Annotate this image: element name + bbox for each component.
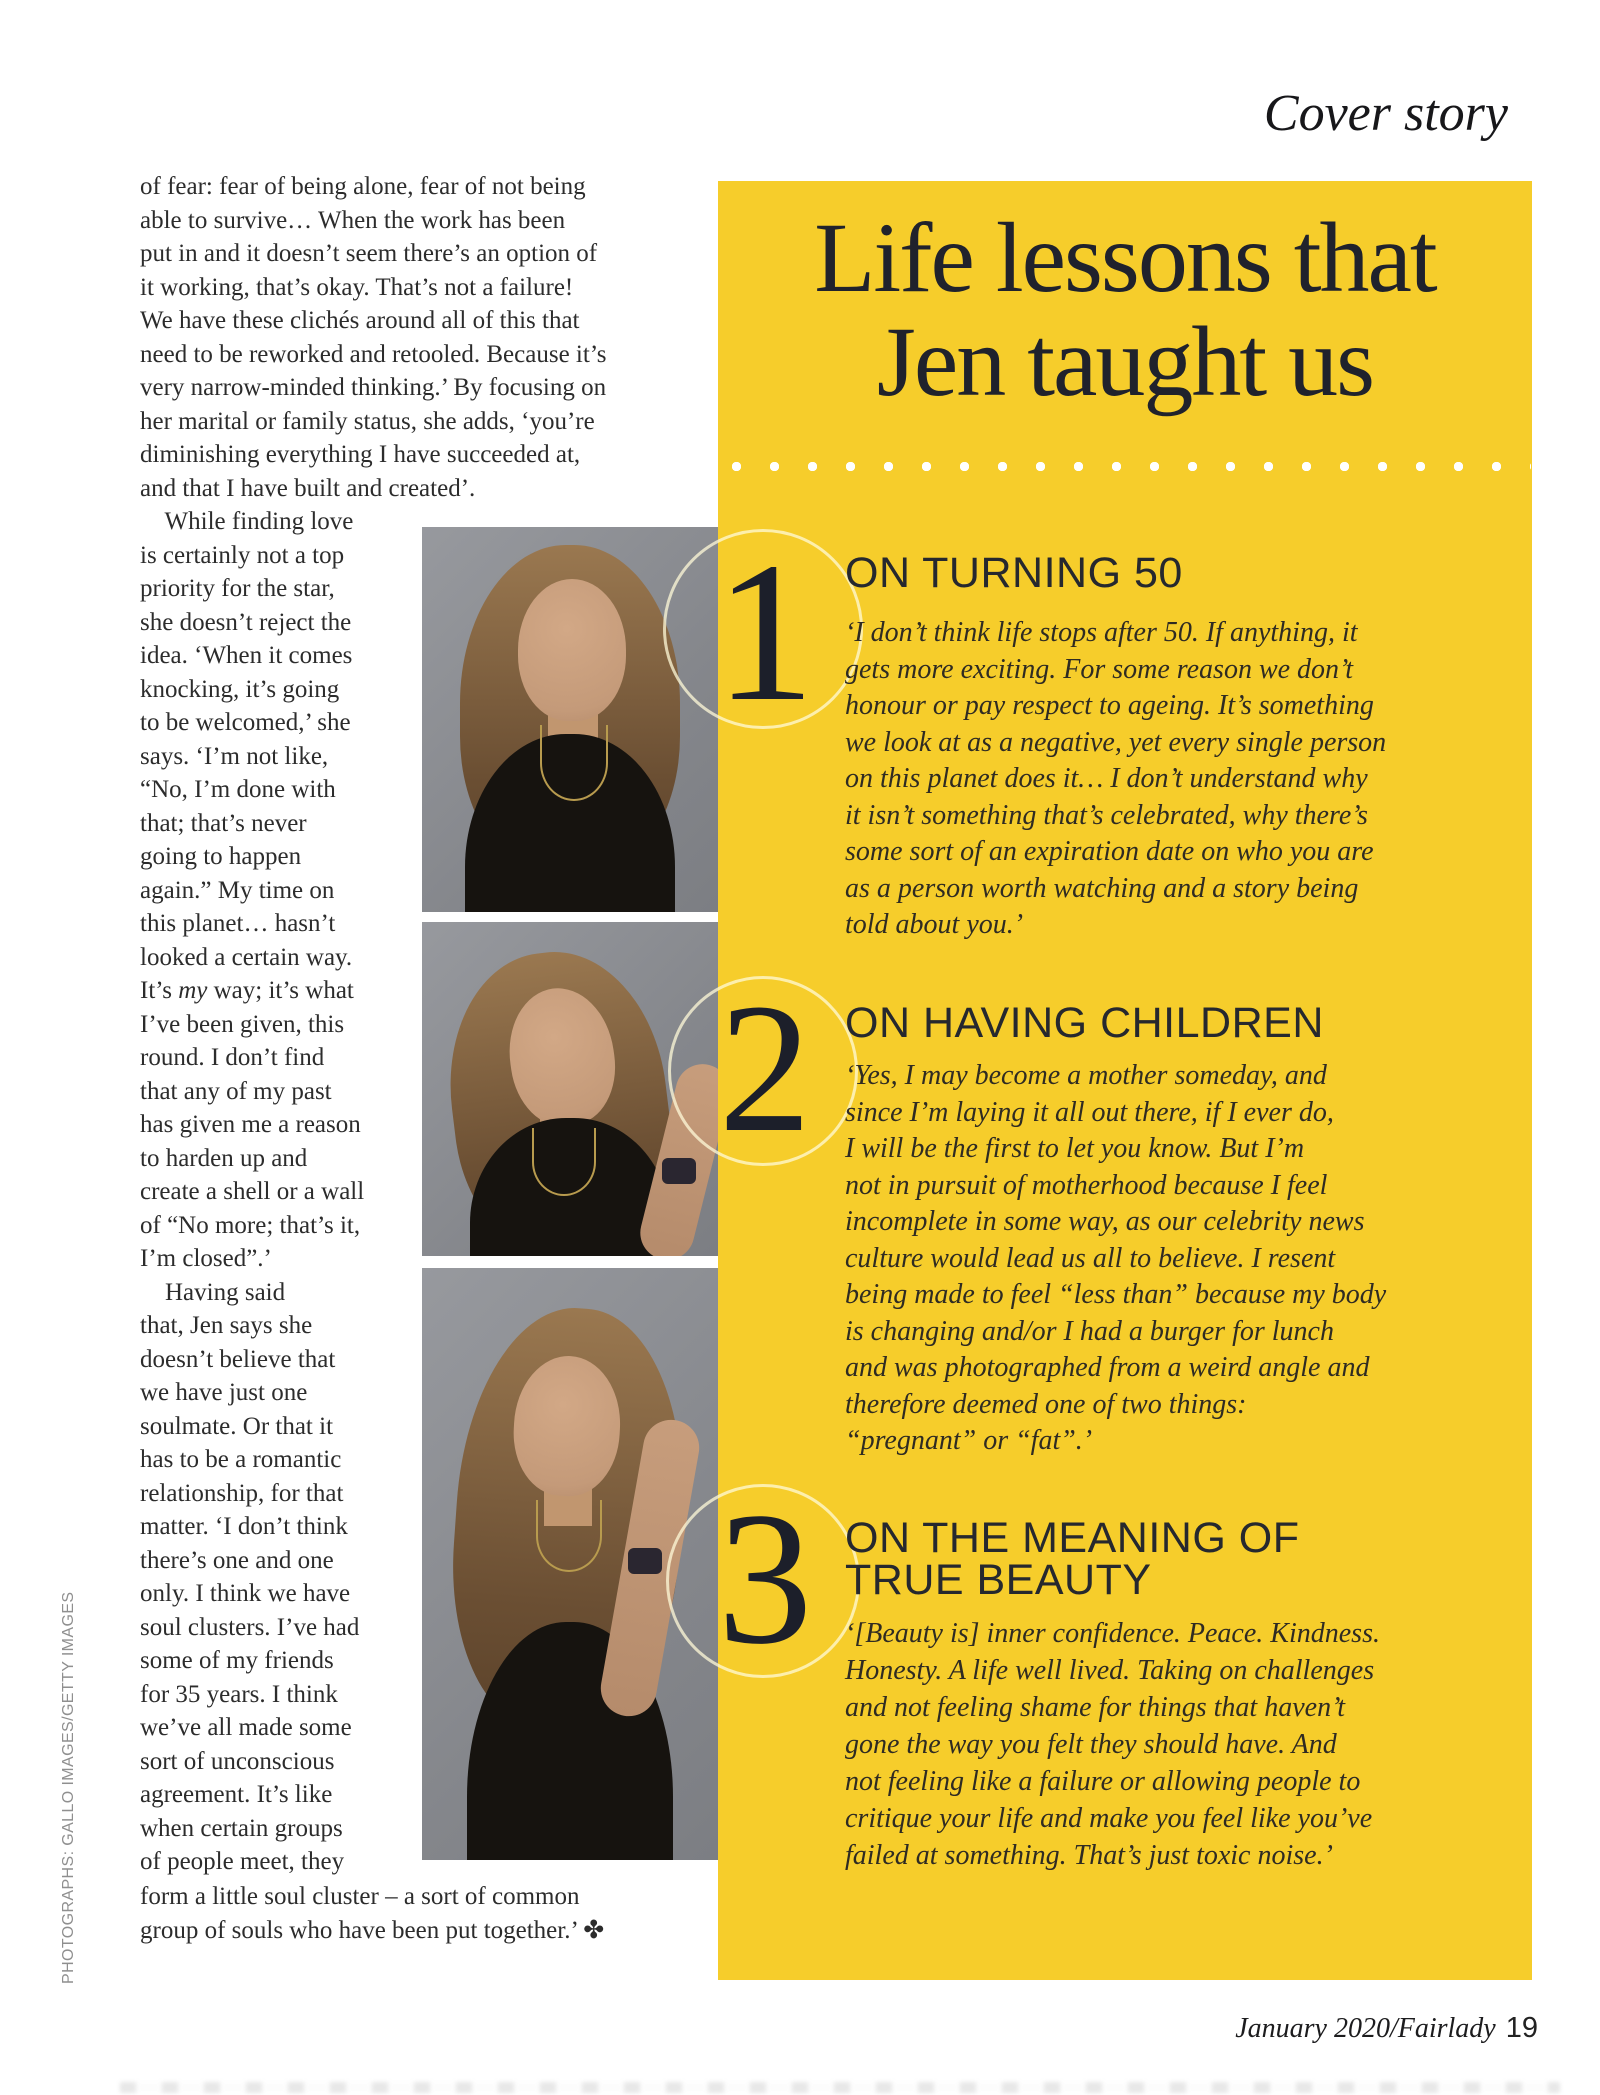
text-line: since I’m laying it all out there, if I ever do, (845, 1096, 1334, 1128)
text-line: Honesty. A life well lived. Taking on challenges (845, 1655, 1375, 1686)
text-line: able to survive… When the work has been (140, 206, 566, 234)
page-footer (1235, 2012, 1538, 2045)
text-line: form a little soul cluster – a sort of common (140, 1883, 580, 1910)
text-line: that, Jen says she (140, 1312, 313, 1339)
intro-paragraph (140, 170, 607, 505)
text-line: of people meet, they (140, 1848, 345, 1875)
text-line: therefore deemed one of two things: (845, 1388, 1247, 1420)
text-line: it working, that’s okay. That’s not a failure! (140, 273, 574, 301)
section-quote-3 (845, 1615, 1505, 1874)
text-line: not in pursuit of motherhood because I feel (845, 1169, 1328, 1201)
text-line: ‘I don’t think life stops after 50. If anything, it (845, 617, 1358, 648)
panel-title-line1: Life lessons that (814, 202, 1436, 313)
text-line: that; that’s never (140, 809, 307, 837)
text-line: we’ve all made some (140, 1714, 352, 1741)
text-line: going to happen (140, 843, 302, 870)
left-column-text (140, 505, 364, 1879)
text-line: we look at as a negative, yet every single person (845, 726, 1387, 758)
text-line: some of my friends (140, 1647, 334, 1674)
text-line: is certainly not a top (140, 541, 345, 569)
text-line: It’s my way; it’s what (140, 977, 354, 1004)
text-line: incomplete in some way, as our celebrity news (845, 1206, 1365, 1237)
text-line: this planet… hasn’t (140, 910, 336, 937)
text-line: as a person worth watching and a story being (845, 872, 1359, 904)
text-line: not feeling like a failure or allowing people to (845, 1766, 1361, 1797)
photo-necklace-shape (536, 1500, 602, 1572)
text-line: I’ve been given, this (140, 1010, 345, 1038)
section-heading-3-line1: ON THE MEANING OF (845, 1514, 1300, 1562)
text-line: of “No more; that’s it, (140, 1211, 361, 1239)
text-line: honour or pay respect to ageing. It’s something (845, 690, 1374, 721)
text-line: there’s one and one (140, 1546, 334, 1574)
photo-necklace-shape (540, 725, 608, 801)
text-line: ‘Yes, I may become a mother someday, and (845, 1060, 1327, 1091)
panel-title-line2: Jen taught us (876, 306, 1374, 417)
text-line: “No, I’m done with (140, 776, 336, 803)
text-line: soulmate. Or that it (140, 1412, 334, 1440)
photo-watch-shape (628, 1548, 662, 1574)
text-line: gone the way you felt they should have. And (845, 1729, 1337, 1760)
text-line: when certain groups (140, 1814, 343, 1842)
text-line: doesn’t believe that (140, 1345, 336, 1373)
dotted-divider (731, 461, 1531, 472)
text-line: soul clusters. I’ve had (140, 1613, 360, 1641)
text-line: and that I have built and created’. (140, 474, 476, 502)
text-line: to harden up and (140, 1144, 308, 1172)
closing-paragraph (140, 1880, 604, 1947)
text-line: her marital or family status, she adds, ‘you’re (140, 407, 595, 435)
text-line: that any of my past (140, 1077, 332, 1105)
text-line: Having said (140, 1278, 286, 1306)
text-line: I’m closed”.’ (140, 1245, 272, 1272)
text-line: sort of unconscious (140, 1747, 335, 1775)
text-line: looked a certain way. (140, 943, 353, 971)
text-line: We have these clichés around all of this that (140, 307, 580, 334)
section-quote-2 (845, 1058, 1505, 1460)
text-line: group of souls who have been put together.’ ✤ (140, 1916, 605, 1944)
text-line: knocking, it’s going (140, 675, 340, 703)
text-line: says. ‘I’m not like, (140, 742, 329, 770)
text-line: put in and it doesn’t seem there’s an option of (140, 240, 598, 267)
text-line: has to be a romantic (140, 1446, 342, 1473)
text-line: it isn’t something that’s celebrated, why there’s (845, 799, 1368, 831)
text-line: told about you.’ (845, 909, 1024, 940)
text-line: round. I don’t find (140, 1044, 325, 1071)
section-heading-1: ON TURNING 50 (845, 549, 1183, 597)
photo-necklace-shape (532, 1128, 596, 1196)
text-line: has given me a reason (140, 1111, 361, 1138)
issue-name: January 2020/Fairlady (1235, 2013, 1496, 2044)
text-line: priority for the star, (140, 575, 335, 602)
text-line: she doesn’t reject the (140, 608, 352, 636)
section-quote-1 (845, 615, 1505, 944)
text-line: idea. ‘When it comes (140, 642, 353, 669)
text-line: matter. ‘I don’t think (140, 1513, 348, 1540)
section-number-2: 2 (718, 966, 812, 1171)
text-line: again.” My time on (140, 876, 335, 904)
text-line: failed at something. That’s just toxic noise.’ (845, 1840, 1333, 1871)
text-line: culture would lead us all to believe. I resent (845, 1242, 1336, 1274)
text-line: “pregnant” or “fat”.’ (845, 1425, 1093, 1456)
section-number-1: 1 (715, 522, 815, 743)
section-heading-2: ON HAVING CHILDREN (845, 999, 1324, 1047)
text-line: critique your life and make you feel like you’ve (845, 1803, 1373, 1834)
text-line: of fear: fear of being alone, fear of not being (140, 173, 586, 200)
text-line: for 35 years. I think (140, 1680, 338, 1708)
text-line: some sort of an expiration date on who you are (845, 836, 1374, 867)
scan-edge-artifact (120, 2082, 1560, 2093)
text-line: is changing and/or I had a burger for lunch (845, 1315, 1334, 1347)
text-line: gets more exciting. For some reason we don’t (845, 653, 1354, 685)
text-line: ‘[Beauty is] inner confidence. Peace. Kindness. (845, 1618, 1380, 1649)
section-number-3: 3 (717, 1474, 813, 1684)
text-line: relationship, for that (140, 1479, 344, 1507)
text-line: agreement. It’s like (140, 1781, 333, 1808)
section-label: Cover story (1263, 85, 1508, 142)
text-line: being made to feel “less than” because my body (845, 1279, 1387, 1310)
text-line: and was photographed from a weird angle and (845, 1352, 1370, 1383)
text-line: diminishing everything I have succeeded at, (140, 441, 581, 468)
text-line: I will be the first to let you know. But I’m (845, 1133, 1305, 1164)
section-heading-3-line2: TRUE BEAUTY (845, 1556, 1152, 1604)
photo-watch-shape (662, 1158, 696, 1184)
photo-credit: PHOTOGRAPHS: GALLO IMAGES/GETTY IMAGES (60, 1591, 77, 1984)
text-line: and not feeling shame for things that haven’t (845, 1692, 1346, 1723)
text-line: only. I think we have (140, 1580, 351, 1607)
text-line: need to be reworked and retooled. Because it’s (140, 340, 607, 368)
text-line: very narrow-minded thinking.’ By focusing on (140, 374, 607, 401)
text-line: create a shell or a wall (140, 1178, 365, 1205)
text-line: to be welcomed,’ she (140, 709, 351, 736)
text-line: we have just one (140, 1379, 308, 1406)
photo-face-shape (518, 579, 626, 721)
text-line: on this planet does it… I don’t understand why (845, 763, 1368, 794)
text-line: While finding love (140, 508, 354, 535)
page-number: 19 (1505, 2012, 1538, 2044)
